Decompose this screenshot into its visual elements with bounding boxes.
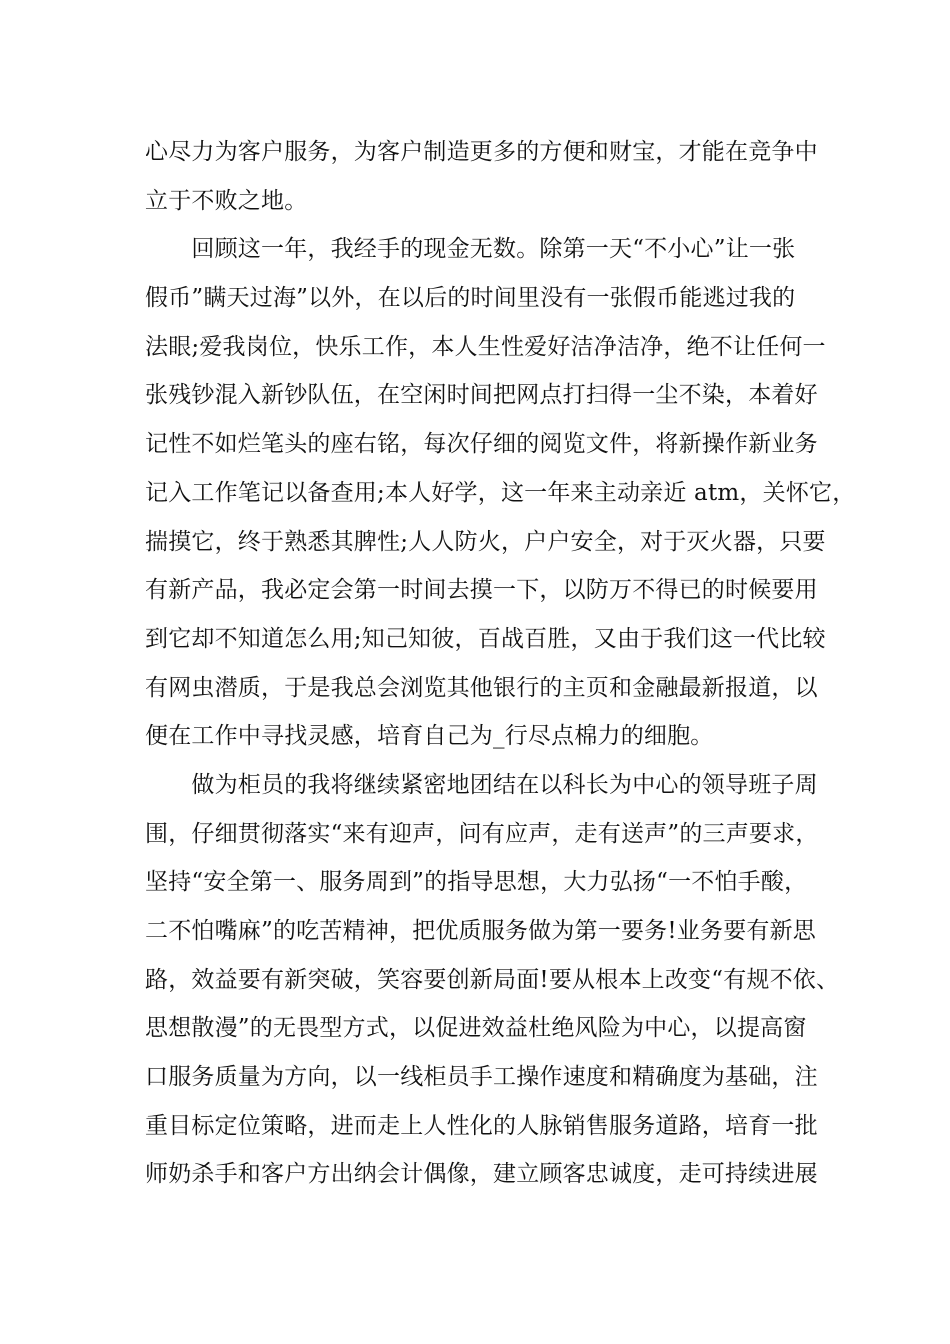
text-line: 法眼;爱我岗位，快乐工作，本人生性爱好洁净洁净，绝不让任何一: [145, 333, 826, 360]
text-line: 记入工作笔记以备查用;本人好学，这一年来主动亲近 atm，关怀它，: [145, 479, 856, 506]
text-line: 师奶杀手和客户方出纳会计偶像，建立顾客忠诚度，走可持续进展: [145, 1161, 818, 1188]
text-line: 思想散漫”的无畏型方式，以促进效益杜绝风险为中心，以提高窗: [145, 1015, 807, 1042]
text-line: 口服务质量为方向，以一线柜员手工操作速度和精确度为基础，注: [145, 1064, 818, 1091]
text-line: 心尽力为客户服务，为客户制造更多的方便和财宝，才能在竞争中: [145, 139, 818, 165]
text-line: 坚持“安全第一、服务周到”的指导思想，大力弘扬“一不怕手酸，: [145, 869, 808, 896]
text-line: 记性不如烂笔头的座右铭，每次仔细的阅览文件，将新操作新业务: [145, 431, 818, 458]
text-line: 有新产品，我必定会第一时间去摸一下，以防万不得已的时候要用: [145, 577, 818, 604]
document-body: [145, 128, 856, 1199]
text-line: 围，仔细贯彻落实“来有迎声，问有应声，走有送声”的三声要求，: [145, 820, 819, 847]
text-line: 重目标定位策略，进而走上人性化的人脉销售服务道路，培育一批: [145, 1112, 818, 1139]
text-line: 做为柜员的我将继续紧密地团结在以科长为中心的领导班子周: [145, 771, 818, 798]
text-line: 便在工作中寻找灵感，培育自己为_行尽点棉力的细胞。: [145, 723, 714, 750]
text-line: 张残钞混入新钞队伍，在空闲时间把网点打扫得一尘不染，本着好: [145, 382, 818, 409]
text-line: 回顾这一年，我经手的现金无数。除第一天“不小心”让一张: [145, 236, 796, 263]
text-line: 二不怕嘴麻”的吃苦精神，把优质服务做为第一要务!业务要有新思: [145, 918, 817, 944]
text-line: 揣摸它，终于熟悉其脾性;人人防火，户户安全，对于灭火器，只要: [145, 528, 826, 555]
text-line: 路，效益要有新突破，笑容要创新局面!要从根本上改变“有规不依、: [145, 966, 840, 993]
text-line: 有网虫潜质，于是我总会浏览其他银行的主页和金融最新报道，以: [145, 674, 818, 701]
text-line: 立于不败之地。: [145, 187, 308, 214]
text-line: 假币”瞒天过海”以外，在以后的时间里没有一张假币能逃过我的: [145, 285, 796, 312]
text-line: 到它却不知道怎么用;知己知彼，百战百胜，又由于我们这一代比较: [145, 625, 826, 652]
